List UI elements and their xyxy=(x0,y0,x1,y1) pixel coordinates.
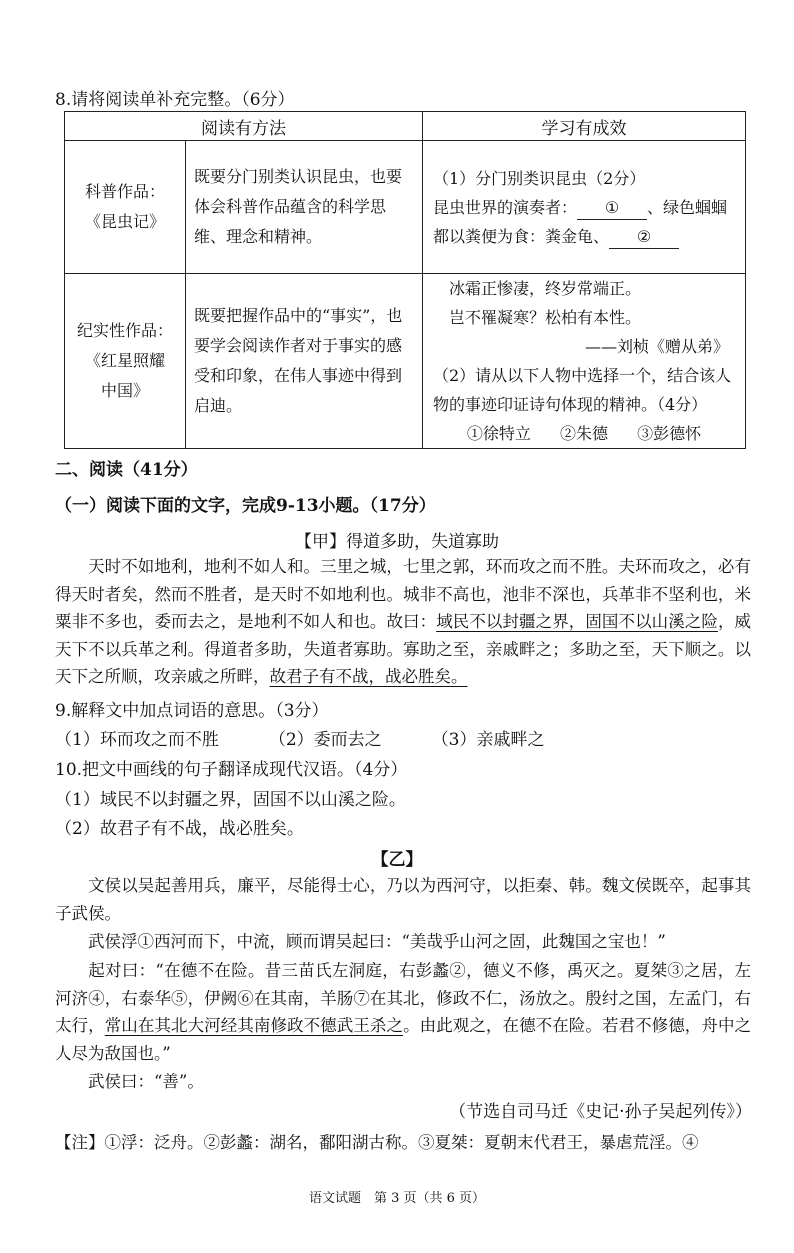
underlined-sentence-2: 故君子有不战，战必胜矣。 xyxy=(269,667,468,686)
passage-source: （节选自司马迁《史记·孙子吴起列传》） xyxy=(449,1102,752,1122)
subsection-title: （一）阅读下面的文字，完成9-13小题。（17分） xyxy=(55,496,436,516)
question-10: 10.把文中画线的句子翻译成现代汉语。（4分） xyxy=(55,760,408,780)
passage-yi-p3: 起对曰：“在德不在险。昔三苗氏左洞庭，右彭蠡②，德义不修，禹灭之。夏桀③之居，左河济④，右泰华⑤，伊阙⑥在其南，羊肠⑦在其北，修政不仁，汤放之。殷纣之国，左孟门，右太行，常山在其北大河经其南修政不德武王杀之。由此观之，在德不在险。若君不修德，舟中之人尽为敌国也。” xyxy=(55,961,752,1063)
method-cell: 既要把握作品中的“事实”，也要学会阅读作者对于事实的感受和印象，在伟人事迹中得到启迪。 xyxy=(186,274,423,449)
underlined-sentence-3: 常山在其北大河经其南修政不德武王杀之 xyxy=(104,1016,404,1035)
question-9-items: （1）环而攻之而不胜 （2）委而去之 （3）亲戚畔之 xyxy=(55,730,545,750)
task-text: （2）请从以下人物中选择一个，结合该人物的事迹印证诗句体现的精神。（4分） xyxy=(433,366,732,414)
poem-line: 岂不罹凝寒？松柏有本性。 xyxy=(449,308,642,327)
person-options xyxy=(433,419,735,448)
annotation-note: 【注】①浮：泛舟。②彭蠡：湖名，鄱阳湖古称。③夏桀：夏朝末代君王，暴虐荒淫。④ xyxy=(55,1133,699,1152)
answer-blank-2[interactable]: ② xyxy=(609,226,679,249)
question-10-item-1: （1）域民不以封疆之界，固国不以山溪之险。 xyxy=(55,790,406,810)
header-result: 学习有成效 xyxy=(423,112,746,141)
passage-yi-p4: 武侯曰：“善”。 xyxy=(88,1072,204,1091)
table-row xyxy=(65,141,746,274)
passage-jia-text: 天时不如地利，地利不如人和。三里之城，七里之郭，环而攻之而不胜。夫环而攻之，必有得天时者矣，然而不胜者，是天时不如地利也。城非不高也，池非不深也，兵革非不坚利也，米粟非不多也，委而去之，是地利不如人和也。故曰：域民不以封疆之界，固国不以山溪之险，威天下不以兵革之利。得道者多助，失道者寡助。寡助之至，亲戚畔之；多助之至，天下顺之。以天下之所顺，攻亲戚之所畔，故君子有不战，战必胜矣。 xyxy=(55,557,752,686)
option-1[interactable]: ①徐特立 xyxy=(466,424,531,443)
work-type-cell: 科普作品： 《昆虫记》 xyxy=(65,141,186,274)
passage-yi-p2: 武侯浮①西河而下，中流，顾而谓吴起曰：“美哉乎山河之固，此魏国之宝也！” xyxy=(88,932,666,951)
header-method: 阅读有方法 xyxy=(65,112,423,141)
section-title: 二、阅读（41分） xyxy=(55,460,198,480)
poem-line: 冰霜正惨凄，终岁常端正。 xyxy=(449,279,642,298)
reading-sheet-table xyxy=(64,111,746,449)
result-cell: （1）分门别类识昆虫（2分） 昆虫世界的演奏者： ① 、绿色蝈蝈 都以粪便为食：粪金龟、 ② xyxy=(423,141,746,274)
underlined-sentence-1: 域民不以封疆之界，固国不以山溪之险 xyxy=(436,612,718,631)
poem-source: ——刘桢《赠从弟》 xyxy=(584,337,729,356)
work-type-cell: 纪实性作品： 《红星照耀 中国》 xyxy=(65,274,186,449)
passage-yi-p1: 文侯以吴起善用兵，廉平，尽能得士心，乃以为西河守，以拒秦、韩。魏文侯既卒，起事其子武侯。 xyxy=(55,876,751,923)
option-2[interactable]: ②朱德 xyxy=(559,424,608,443)
result-cell xyxy=(423,274,746,449)
method-cell: 既要分门别类认识昆虫，也要体会科普作品蕴含的科学思维、理念和精神。 xyxy=(186,141,423,274)
passage-yi-title: 【乙】 xyxy=(371,850,423,870)
answer-blank-1[interactable]: ① xyxy=(577,197,647,220)
option-3[interactable]: ③彭德怀 xyxy=(637,424,702,443)
question-8: 8.请将阅读单补充完整。（6分） xyxy=(55,90,295,110)
page-footer: 语文试题 第 3 页（共 6 页） xyxy=(308,1191,486,1206)
question-10-item-2: （2）故君子有不战，战必胜矣。 xyxy=(55,819,304,839)
passage-jia-title: 【甲】得道多助，失道寡助 xyxy=(295,532,499,552)
table-header-row xyxy=(65,112,746,141)
table-row xyxy=(65,274,746,449)
question-9: 9.解释文中加点词语的意思。（3分） xyxy=(55,701,329,721)
